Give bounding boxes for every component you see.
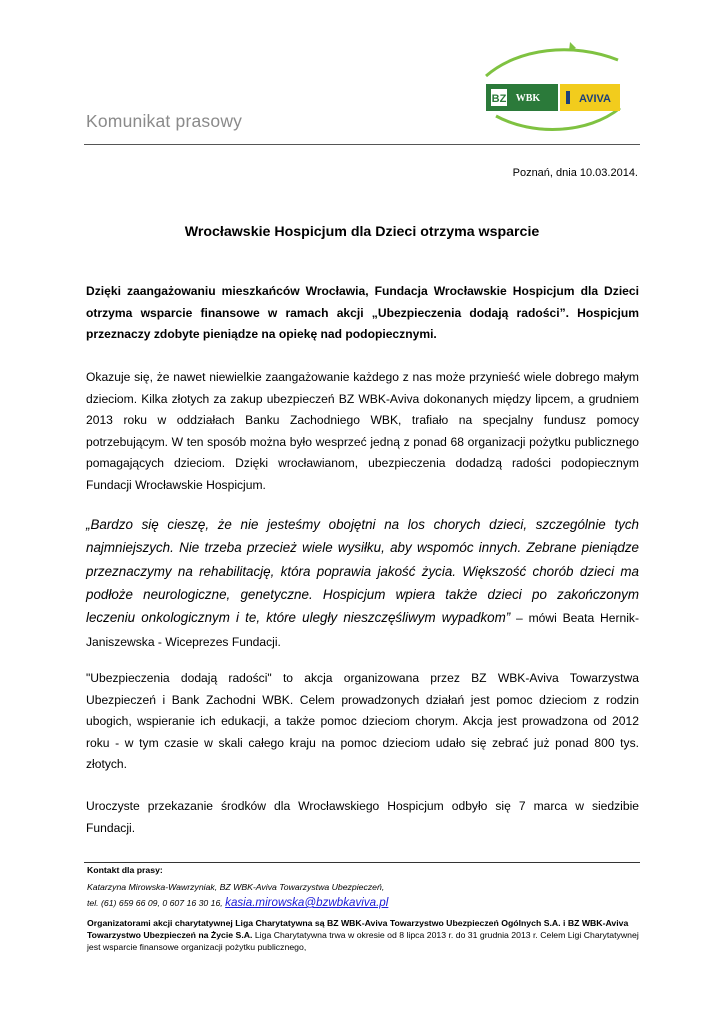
logo-swoosh-top [486,50,618,76]
article-title: Wrocławskie Hospicjum dla Dzieci otrzyma wsparcie [184,224,540,240]
organizers-note [87,917,640,953]
quote-paragraph [86,513,639,655]
body-paragraph-2: "Ubezpieczenia dodają radości" to akcja organizowana przez BZ WBK-Aviva Towarzystwa Ubezpieczeń i Bank Zachodni WBK. Celem prowadzonych działań jest pomoc dzieciom z rodzin ubogich, wspieranie ich edukacji, a także pomoc dzieciom chorym. Akcja jest prowadzona od 2012 roku - w tym czasie w skali całego kraju na pomoc dzieciom udało się zebrać już ponad 800 tys. złotych. [86,671,639,772]
organizers-bold: Organizatorami akcji charytatywnej Liga Charytatywna są BZ WBK-Aviva Towarzystwo Ubezpieczeń Ogólnych S.A. i BZ WBK-Aviva Towarzystwo Ubezpieczeń na Życie S.A. [87,918,629,940]
logo-wbk-text: WBK [515,93,541,104]
lead-paragraph: Dzięki zaangażowaniu mieszkańców Wrocławia, Fundacja Wrocławskie Hospicjum dla Dzieci otrzyma wsparcie finansowe w ramach akcji „Ubezpieczenia dodają radości”. Hospicjum przeznaczy zdobyte pieniądze na opiekę nad podopiecznymi. [86,284,639,342]
contact-phone-line [87,897,640,909]
logo-bz-mark: BZ [491,93,507,105]
logo-aviva-mark [566,91,570,104]
organizers-rest: Liga Charytatywna trwa w okresie od 8 lipca 2013 r. do 31 grudnia 2013 r. Celem Ligi Charytatywnej jest wsparcie finansowe organizacji pożytku publicznego, [87,930,639,952]
press-date: Poznań, dnia 10.03.2014. [512,167,638,179]
body-paragraph-1: Okazuje się, że nawet niewielkie zaangażowanie każdego z nas może przynieść wiele dobrego małym dzieciom. Kilka złotych za zakup ubezpieczeń BZ WBK-Aviva dokonanych między lipcem, a grudniem 2013 roku w oddziałach Banku Zachodniego WBK, trafiało na specjalny fundusz pomocy potrzebującym. W ten sposób można było wesprzeć jedną z ponad 68 organizacji pożytku publicznego pomagających dzieciom. Dzięki wrocławianom, ubezpieczenia dodadzą radości podopiecznym Fundacji Wrocławskie Hospicjum. [86,370,639,492]
contact-name: Katarzyna Mirowska-Wawrzyniak, BZ WBK-Aviva Towarzystwa Ubezpieczeń, [87,882,385,892]
bz-wbk-aviva-logo [478,38,628,134]
logo-aviva-text: AVIVA [579,93,611,105]
logo-swoosh-bottom [496,108,620,129]
contact-phone: tel. (61) 659 66 09, 0 607 16 30 16, [87,898,226,908]
contact-label: Kontakt dla prasy: [87,865,163,875]
quote-text: „Bardzo się cieszę, że nie jesteśmy obojętni na los chorych dzieci, szczególnie tych najmniejszych. Nie trzeba przecież wiele wysiłku, aby wspomóc innych. Zebrane pieniądze przeznaczymy na rehabilitację, która poprawia jakość życia. Większość chorób dzieci ma podłoże neurologiczne, genetyczne. Hospicjum wpiera także dzieci po zakończonym leczeniu onkologicznym i te, które uległy nieszczęśliwym wypadkom” [86,517,639,626]
quote-attribution: – mówi Beata Hernik-Janiszewska - Wiceprezes Fundacji. [86,611,639,650]
body-paragraph-3: Uroczyste przekazanie środków dla Wrocławskiego Hospicjum odbyło się 7 marca w siedzibie Fundacji. [86,799,639,835]
page-title: Komunikat prasowy [86,111,243,131]
header-divider [84,144,640,145]
contact-email-link[interactable]: kasia.mirowska@bzwbkaviva.pl [225,896,389,909]
footer-divider [84,862,640,863]
